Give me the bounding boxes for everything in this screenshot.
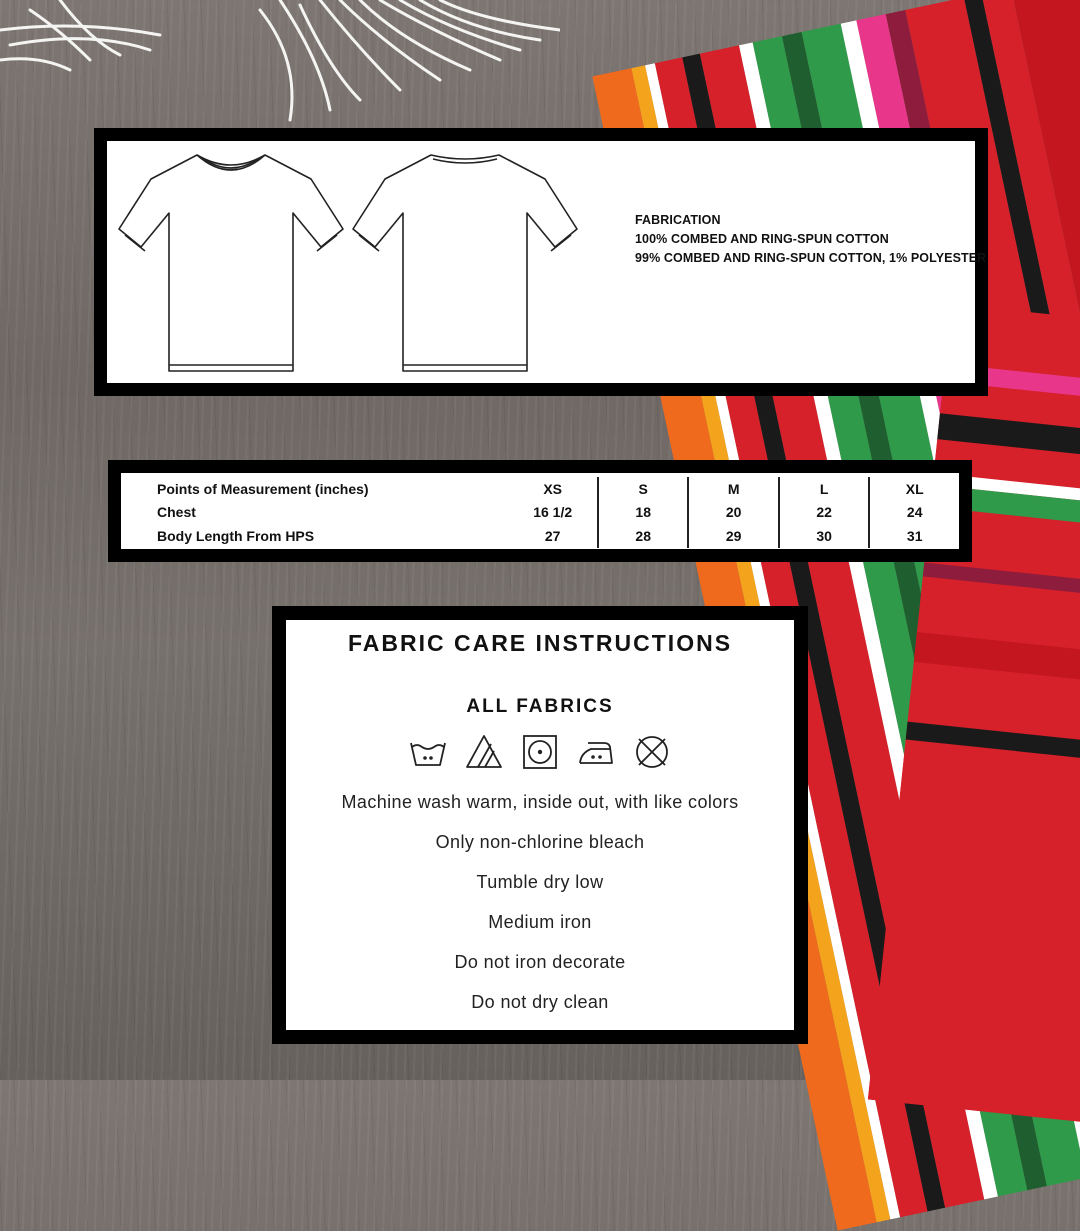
wash-warm-icon xyxy=(409,733,447,771)
list-item: Machine wash warm, inside out, with like colors xyxy=(341,792,739,812)
care-subtitle: ALL FABRICS xyxy=(466,696,614,717)
care-title: FABRIC CARE INSTRUCTIONS xyxy=(347,630,733,656)
table-cell: 22 xyxy=(779,501,869,525)
row-label: Body Length From HPS xyxy=(157,527,315,544)
list-item: Do not dry clean xyxy=(471,992,609,1012)
list-item: Do not iron decorate xyxy=(454,952,626,972)
table-cell: 31 xyxy=(869,524,959,548)
table-cell: 18 xyxy=(598,501,688,525)
list-item: Tumble dry low xyxy=(476,872,604,892)
fabrication-text xyxy=(635,211,986,268)
size-chart-body xyxy=(121,473,959,549)
blanket-fringe xyxy=(0,0,560,140)
tumble-dry-low-icon xyxy=(521,733,559,771)
table-cell: 28 xyxy=(598,524,688,548)
size-header: XS xyxy=(543,480,563,497)
size-header: M xyxy=(688,477,778,501)
size-chart-table xyxy=(157,477,959,548)
table-cell: 27 xyxy=(544,527,561,544)
list-item: Medium iron xyxy=(488,912,592,932)
size-header: L xyxy=(779,477,869,501)
fabrication-line: 100% COMBED AND RING-SPUN COTTON xyxy=(635,232,889,246)
fabrication-panel xyxy=(94,128,988,396)
size-header: S xyxy=(598,477,688,501)
table-cell: 29 xyxy=(688,524,778,548)
fabrication-panel-body xyxy=(107,141,987,383)
header-label: Points of Measurement (inches) xyxy=(157,480,369,497)
fabrication-line: 99% COMBED AND RING-SPUN COTTON, 1% POLYESTER xyxy=(635,251,987,265)
tshirt-front-icon xyxy=(115,151,347,381)
list-item: Only non-chlorine bleach xyxy=(435,832,645,852)
size-chart-panel xyxy=(108,460,972,562)
care-panel-body xyxy=(286,620,794,1030)
care-panel xyxy=(272,606,808,1044)
row-label: Chest xyxy=(157,504,196,521)
table-cell: 20 xyxy=(688,501,778,525)
care-instructions-list xyxy=(286,782,794,1022)
table-row xyxy=(157,501,959,525)
table-cell: 30 xyxy=(779,524,869,548)
table-cell: 16 1/2 xyxy=(533,504,573,521)
table-header-row xyxy=(157,477,959,501)
size-header: XL xyxy=(869,477,959,501)
medium-iron-icon xyxy=(577,733,615,771)
non-chlorine-bleach-icon xyxy=(465,733,503,771)
fabrication-heading: FABRICATION xyxy=(635,213,721,227)
tshirt-back-icon xyxy=(349,151,581,381)
table-row xyxy=(157,524,959,548)
table-cell: 24 xyxy=(869,501,959,525)
do-not-dry-clean-icon xyxy=(633,733,671,771)
care-icons xyxy=(286,733,794,771)
